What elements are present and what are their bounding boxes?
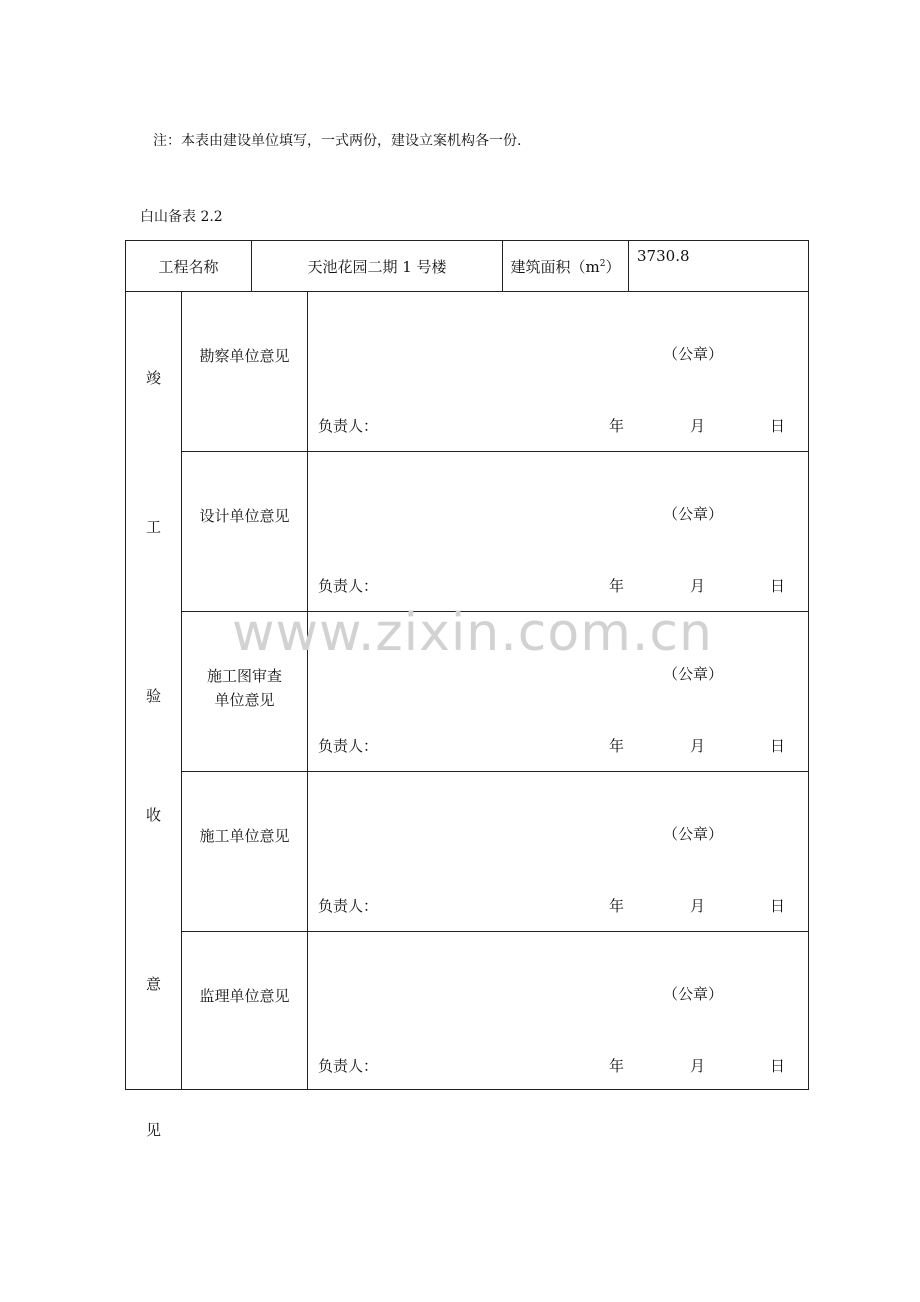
signer-label: 负责人： — [318, 417, 379, 435]
side-label-char: 意 — [145, 975, 161, 993]
supervision-unit-opinion-field — [308, 932, 809, 1090]
year-label: 年 — [609, 417, 625, 435]
drawing-review-unit-opinion-label: 施工图审查 单位意见 — [182, 612, 308, 772]
day-label: 日 — [770, 737, 786, 755]
signer-label: 负责人： — [318, 1057, 379, 1075]
construction-unit-opinion-field — [308, 772, 809, 932]
project-name-label: 工程名称 — [126, 241, 252, 292]
day-label: 日 — [770, 897, 786, 915]
day-label: 日 — [770, 1057, 786, 1075]
official-seal-label: （公章） — [663, 345, 724, 363]
side-label-char: 竣 — [145, 369, 161, 387]
survey-unit-opinion-label: 勘察单位意见 — [182, 292, 308, 452]
side-label-char: 工 — [145, 518, 161, 536]
supervision-unit-opinion-label: 监理单位意见 — [182, 932, 308, 1090]
watermark: www.zixin.com.cn — [232, 603, 713, 663]
official-seal-label: （公章） — [663, 825, 724, 843]
construction-unit-opinion-label: 施工单位意见 — [182, 772, 308, 932]
form-code: 白山备表 2.2 — [140, 209, 223, 225]
project-name-value: 天池花园二期 1 号楼 — [252, 241, 503, 292]
year-label: 年 — [609, 737, 625, 755]
section-row — [126, 452, 809, 612]
design-unit-opinion-label: 设计单位意见 — [182, 452, 308, 612]
year-label: 年 — [609, 897, 625, 915]
signer-label: 负责人： — [318, 577, 379, 595]
day-label: 日 — [770, 577, 786, 595]
acceptance-form-table — [125, 240, 809, 1139]
side-label-completion-acceptance-opinion — [126, 292, 182, 1139]
side-label-char: 见 — [145, 1121, 161, 1139]
official-seal-label: （公章） — [663, 665, 724, 683]
official-seal-label: （公章） — [663, 505, 724, 523]
survey-unit-opinion-field — [308, 292, 809, 452]
year-label: 年 — [609, 577, 625, 595]
official-seal-label: （公章） — [663, 985, 724, 1003]
side-label-char: 验 — [145, 687, 161, 705]
header-row — [126, 241, 809, 292]
day-label: 日 — [770, 417, 786, 435]
section-row — [126, 932, 809, 1090]
month-label: 月 — [690, 737, 706, 755]
side-label-char: 收 — [145, 806, 161, 824]
section-row — [126, 772, 809, 932]
section-row — [126, 292, 809, 452]
signer-label: 负责人： — [318, 737, 379, 755]
month-label: 月 — [690, 897, 706, 915]
building-area-value: 3730.8 — [629, 241, 809, 292]
month-label: 月 — [690, 577, 706, 595]
year-label: 年 — [609, 1057, 625, 1075]
signer-label: 负责人： — [318, 897, 379, 915]
month-label: 月 — [690, 1057, 706, 1075]
building-area-label: 建筑面积$(m^2)$ — [503, 241, 629, 292]
design-unit-opinion-field — [308, 452, 809, 612]
footnote: 注：本表由建设单位填写，一式两份，建设立案机构各一份. — [153, 133, 522, 149]
month-label: 月 — [690, 417, 706, 435]
